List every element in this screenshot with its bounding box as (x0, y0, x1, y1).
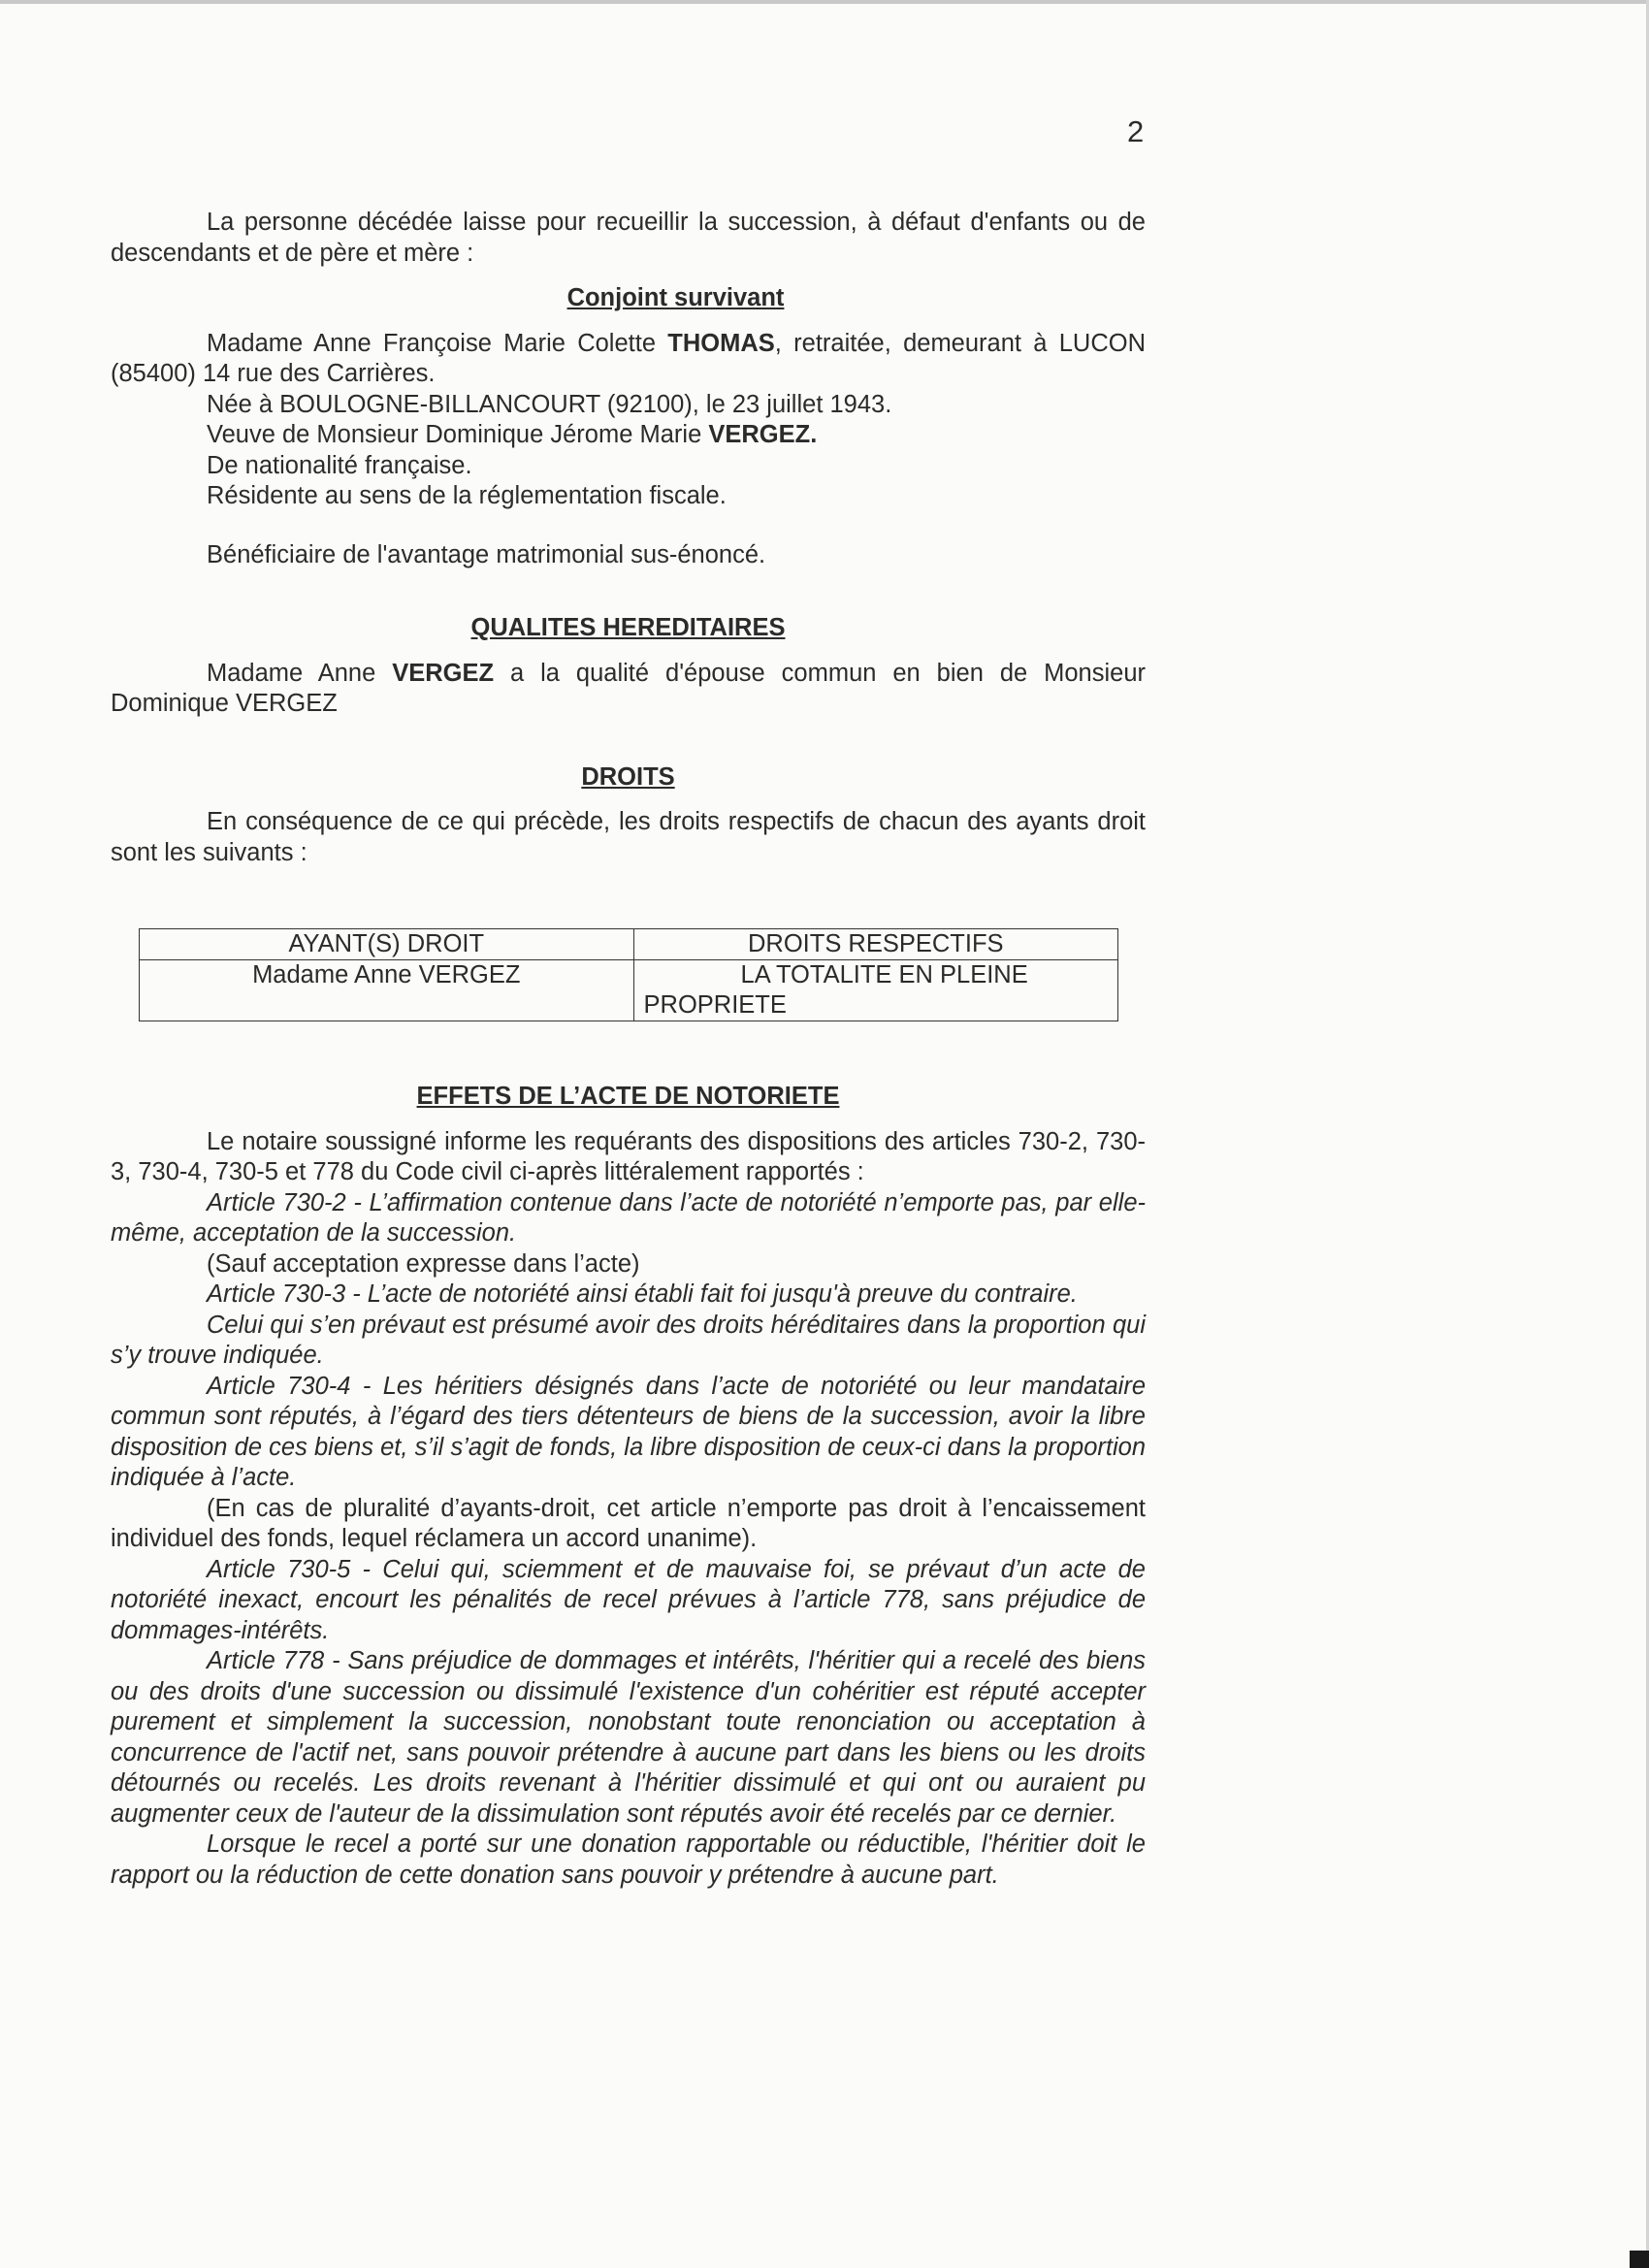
surname-vergez: VERGEZ. (708, 421, 818, 448)
article-730-3-b: Celui qui s’en prévaut est présumé avoir des droits héréditaires dans la proportion qui s’y trouve indiquée. (111, 1311, 1146, 1369)
article-730-3: Article 730-3 - L’acte de notoriété ainsi établi fait foi jusqu'à preuve du contraire. (207, 1280, 1078, 1308)
conjoint-nationality: De nationalité française. (207, 451, 472, 479)
article-730-5: Article 730-5 - Celui qui, sciemment et de mauvaise foi, se prévaut d’un acte de notoriété inexact, encourt les pénalités de recel prévues à l’article 778, sans préjudice de dommages-intérêts. (111, 1555, 1146, 1644)
table-row (140, 960, 1118, 1021)
note-pluralite: (En cas de pluralité d’ayants-droit, cet article n’emporte pas droit à l’encaissement individuel des fonds, lequel réclamera un accord unanime). (111, 1494, 1146, 1552)
note-acceptation: (Sauf acceptation expresse dans l’acte) (207, 1249, 640, 1278)
conjoint-beneficiary: Bénéficiaire de l'avantage matrimonial sus-énoncé. (207, 540, 766, 568)
article-730-2: Article 730-2 - L’affirmation contenue dans l’acte de notoriété n’emporte pas, par elle-même, acceptation de la succession. (111, 1188, 1146, 1247)
heading-droits: DROITS (581, 762, 675, 791)
conjoint-residence: Résidente au sens de la réglementation fiscale. (207, 482, 727, 509)
conjoint-widow: Veuve de Monsieur Dominique Jérome Marie VERGEZ. (207, 421, 818, 448)
droits-table (139, 928, 1118, 1021)
conjoint-birth: Née à BOULOGNE-BILLANCOURT (92100), le 23 juillet 1943. (207, 390, 892, 418)
qualites-paragraph: Madame Anne VERGEZ a la qualité d'épouse commun en bien de Monsieur Dominique VERGEZ (111, 659, 1146, 717)
page-number: 2 (1127, 114, 1145, 148)
table-header-row (140, 929, 1118, 960)
droits-paragraph: En conséquence de ce qui précède, les droits respectifs de chacun des ayants droit sont les suivants : (111, 808, 1146, 866)
heading-qualites-hereditaires: QUALITES HEREDITAIRES (470, 614, 786, 641)
table-cell-droit-respectif: LA TOTALITE EN PLEINE PROPRIETE (633, 960, 1117, 1021)
scan-corner-mark (1630, 2251, 1649, 2268)
effets-intro: Le notaire soussigné informe les requérants des dispositions des articles 730-2, 730-3, 730-4, 730-5 et 778 du Code civil ci-après littéralement rapportés : (111, 1127, 1146, 1185)
document-body (111, 208, 1146, 1891)
table-header-droits-respectifs: DROITS RESPECTIFS (633, 929, 1117, 960)
table-cell-ayant-droit: Madame Anne VERGEZ (140, 960, 634, 1021)
heading-effets-acte: EFFETS DE L’ACTE DE NOTORIETE (416, 1083, 840, 1110)
article-778-b: Lorsque le recel a porté sur une donation rapportable ou réductible, l'héritier doit le rapport ou la réduction de cette donation sans pouvoir y prétendre à aucune part. (111, 1831, 1146, 1889)
scan-edge-top (0, 0, 1649, 4)
table-header-ayants-droit: AYANT(S) DROIT (140, 929, 634, 960)
article-730-4: Article 730-4 - Les héritiers désignés dans l’acte de notoriété ou leur mandataire commun sont réputés, à l’égard des tiers détenteurs de biens de la succession, avoir la libre disposition de ces biens et, s’il s’agit de fonds, la libre disposition de ceux-ci dans la proportion indiquée à l’acte. (111, 1372, 1146, 1491)
intro-paragraph: La personne décédée laisse pour recueillir la succession, à défaut d'enfants ou de descendants et de père et mère : (111, 209, 1146, 267)
heading-conjoint-survivant: Conjoint survivant (566, 284, 785, 311)
conjoint-identity: Madame Anne Françoise Marie Colette THOMAS, retraitée, demeurant à LUCON (85400) 14 rue des Carrières. (111, 329, 1146, 387)
article-778: Article 778 - Sans préjudice de dommages et intérêts, l'héritier qui a recelé des biens ou des droits d'une succession ou dissimulé l'existence d'un cohéritier est réputé accepter purement et simplement la succession, nonobstant toute renonciation ou acceptation à concurrence de l'actif net, sans pouvoir prétendre à aucune part dans les biens ou les droits détournés ou recelés. Les droits revenant à l'héritier dissimulé et qui ont ou auraient pu augmenter ceux de l'auteur de la dissimulation sont réputés avoir été recelés par ce dernier. (111, 1647, 1146, 1828)
surname-thomas: THOMAS (667, 329, 775, 357)
